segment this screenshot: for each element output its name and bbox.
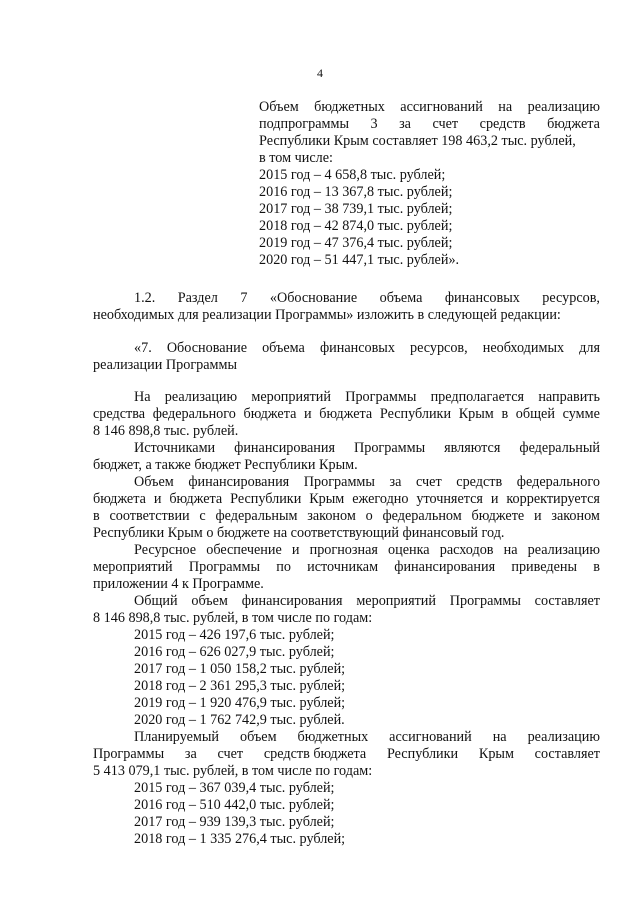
- word: бюджета: [169, 491, 223, 507]
- word: Крым: [478, 746, 514, 762]
- word: финансовых: [444, 290, 520, 306]
- word: финансирования: [394, 559, 496, 575]
- word: обеспечение: [206, 542, 282, 558]
- p3-line-1: [134, 474, 600, 491]
- word: Крым: [458, 406, 494, 422]
- word: законом: [307, 508, 356, 524]
- word: являются: [444, 440, 501, 456]
- word: Ресурсное: [134, 542, 197, 558]
- word: На: [134, 389, 151, 405]
- word: 3: [370, 116, 378, 132]
- word: федерального: [516, 474, 600, 490]
- word: необходимых: [482, 340, 565, 356]
- block1-line-2: [259, 116, 600, 133]
- word: мероприятий: [356, 593, 436, 609]
- word: Объем: [259, 99, 299, 115]
- word: предполагается: [430, 389, 525, 405]
- p5-year-line: 2016 год – 626 027,9 тыс. рублей;: [134, 644, 335, 660]
- block1-year-line: 2015 год – 4 658,8 тыс. рублей;: [259, 167, 446, 183]
- p3-line-3: [93, 508, 600, 525]
- word: объем: [191, 593, 228, 609]
- section-heading-line-2: реализации Программы: [93, 357, 238, 373]
- page-number: 4: [317, 66, 323, 80]
- word: финансирования: [234, 440, 336, 456]
- word: ресурсов,: [542, 290, 600, 306]
- word: федеральным: [215, 508, 298, 524]
- p5-year-line: 2015 год – 426 197,6 тыс. рублей;: [134, 627, 335, 643]
- word: источникам: [307, 559, 379, 575]
- word: реализацию: [164, 389, 238, 405]
- word: федеральном: [382, 508, 462, 524]
- word: направить: [538, 389, 600, 405]
- word: сумме: [562, 406, 600, 422]
- word: Республики: [386, 746, 459, 762]
- word: реализацию: [527, 542, 600, 558]
- word: средства: [93, 406, 146, 422]
- word: мероприятий: [93, 559, 173, 575]
- p1-line-2: [93, 406, 600, 423]
- p3-line-2: [93, 491, 600, 508]
- word: счет: [217, 746, 244, 762]
- p4-line-1: [134, 542, 600, 559]
- word: расходов: [439, 542, 494, 558]
- word: и: [153, 491, 162, 507]
- word: Программы: [345, 389, 417, 405]
- word: на: [492, 729, 507, 745]
- word: Обоснование: [166, 340, 247, 356]
- word: реализацию: [527, 99, 600, 115]
- word: в: [93, 508, 100, 524]
- word: Программы: [303, 474, 375, 490]
- section-heading-line-1: [134, 340, 600, 357]
- word: и: [533, 508, 542, 524]
- word: Республики: [230, 491, 302, 507]
- word: «Обоснование: [269, 290, 358, 306]
- word: Программы: [354, 440, 426, 456]
- word: Крым: [309, 491, 345, 507]
- word: Программы: [449, 593, 521, 609]
- word: объема: [379, 290, 423, 306]
- p6-line-1: [134, 729, 600, 746]
- word: бюджетных: [297, 729, 369, 745]
- word: составляет: [534, 746, 600, 762]
- word: счет: [432, 116, 459, 132]
- word: бюджета: [319, 406, 373, 422]
- word: на: [498, 99, 513, 115]
- word: объема: [262, 340, 305, 356]
- p6-year-line: 2016 год – 510 442,0 тыс. рублей;: [134, 797, 335, 813]
- word: реализацию: [527, 729, 600, 745]
- word: финансовых: [319, 340, 395, 356]
- p4-line-3: приложении 4 к Программе.: [93, 576, 264, 592]
- word: за: [389, 474, 402, 490]
- block1-year-line: 2017 год – 38 739,1 тыс. рублей;: [259, 201, 453, 217]
- word: оценка: [388, 542, 430, 558]
- word: средств: [479, 116, 526, 132]
- word: Программы: [93, 746, 165, 762]
- word: ежегодно: [352, 491, 409, 507]
- block1-line-1: [259, 99, 600, 116]
- word: бюджета: [93, 491, 146, 507]
- word: за: [184, 746, 197, 762]
- p5-line-2: 8 146 898,8 тыс. рублей, в том числе по годам:: [93, 610, 373, 626]
- word: финансирования: [188, 474, 290, 490]
- word: 7: [240, 290, 248, 306]
- word: по: [276, 559, 291, 575]
- word: Раздел: [177, 290, 218, 306]
- word: и: [490, 491, 499, 507]
- word: уточняется: [416, 491, 483, 507]
- word: соответствии: [109, 508, 190, 524]
- word: с: [199, 508, 206, 524]
- word: бюджете: [471, 508, 525, 524]
- word: приведены: [511, 559, 578, 575]
- word: «7.: [134, 340, 152, 356]
- word: мероприятий: [251, 389, 331, 405]
- word: Общий: [134, 593, 178, 609]
- p6-line-2: [93, 746, 600, 763]
- word: средств: [456, 474, 503, 490]
- p6-year-line: 2015 год – 367 039,4 тыс. рублей;: [134, 780, 335, 796]
- word: 1.2.: [134, 290, 156, 306]
- word: Республики: [379, 406, 452, 422]
- word: корректируется: [506, 491, 600, 507]
- word: ресурсов,: [410, 340, 468, 356]
- word: и: [291, 542, 300, 558]
- p5-year-line: 2019 год – 1 920 476,9 тыс. рублей;: [134, 695, 346, 711]
- p2-line-2: бюджет, а также бюджет Республики Крым.: [93, 457, 358, 473]
- item12-line-1: [134, 290, 600, 307]
- word: бюджета: [243, 406, 297, 422]
- p5-year-line: 2018 год – 2 361 295,3 тыс. рублей;: [134, 678, 346, 694]
- block1-line-4: в том числе:: [259, 150, 333, 166]
- word: Программы: [188, 559, 261, 575]
- p6-year-line: 2017 год – 939 139,3 тыс. рублей;: [134, 814, 335, 830]
- word: финансирования: [241, 593, 343, 609]
- word: федерального: [152, 406, 236, 422]
- word: общей: [515, 406, 555, 422]
- p1-line-3: 8 146 898,8 тыс. рублей.: [93, 423, 239, 439]
- word: федеральный: [519, 440, 600, 456]
- p5-year-line: 2017 год – 1 050 158,2 тыс. рублей;: [134, 661, 346, 677]
- word: для: [579, 340, 600, 356]
- word: составляет: [534, 593, 600, 609]
- item12-line-2: необходимых для реализации Программы» изложить в следующей редакции:: [93, 307, 561, 323]
- word: объем: [240, 729, 277, 745]
- word: на: [503, 542, 518, 558]
- block1-year-line: 2019 год – 47 376,4 тыс. рублей;: [259, 235, 453, 251]
- word: и: [304, 406, 312, 422]
- p3-line-4: Республики Крым о бюджете на соответствующий финансовый год.: [93, 525, 505, 541]
- word: в: [593, 559, 600, 575]
- word: прогнозная: [309, 542, 378, 558]
- word: подпрограммы: [259, 116, 349, 132]
- p1-line-1: [134, 389, 600, 406]
- block1-line-3: Республики Крым составляет 198 463,2 тыс. рублей,: [259, 133, 576, 149]
- word: Объем: [134, 474, 174, 490]
- word: ассигнований: [400, 99, 483, 115]
- word: счет: [416, 474, 442, 490]
- word: средств бюджета: [263, 746, 367, 762]
- p6-year-line: 2018 год – 1 335 276,4 тыс. рублей;: [134, 831, 346, 847]
- block1-year-line: 2020 год – 51 447,1 тыс. рублей».: [259, 252, 460, 268]
- word: о: [365, 508, 373, 524]
- word: ассигнований: [389, 729, 472, 745]
- p6-line-3: 5 413 079,1 тыс. рублей, в том числе по годам:: [93, 763, 373, 779]
- word: бюджета: [547, 116, 600, 132]
- word: Планируемый: [134, 729, 220, 745]
- word: законом: [551, 508, 600, 524]
- word: Источниками: [134, 440, 216, 456]
- p2-line-1: [134, 440, 600, 457]
- word: бюджетных: [314, 99, 385, 115]
- block1-year-line: 2016 год – 13 367,8 тыс. рублей;: [259, 184, 453, 200]
- word: в: [501, 406, 509, 422]
- word: за: [399, 116, 411, 132]
- p4-line-2: [93, 559, 600, 576]
- p5-year-line: 2020 год – 1 762 742,9 тыс. рублей.: [134, 712, 345, 728]
- block1-year-line: 2018 год – 42 874,0 тыс. рублей;: [259, 218, 453, 234]
- p5-line-1: [134, 593, 600, 610]
